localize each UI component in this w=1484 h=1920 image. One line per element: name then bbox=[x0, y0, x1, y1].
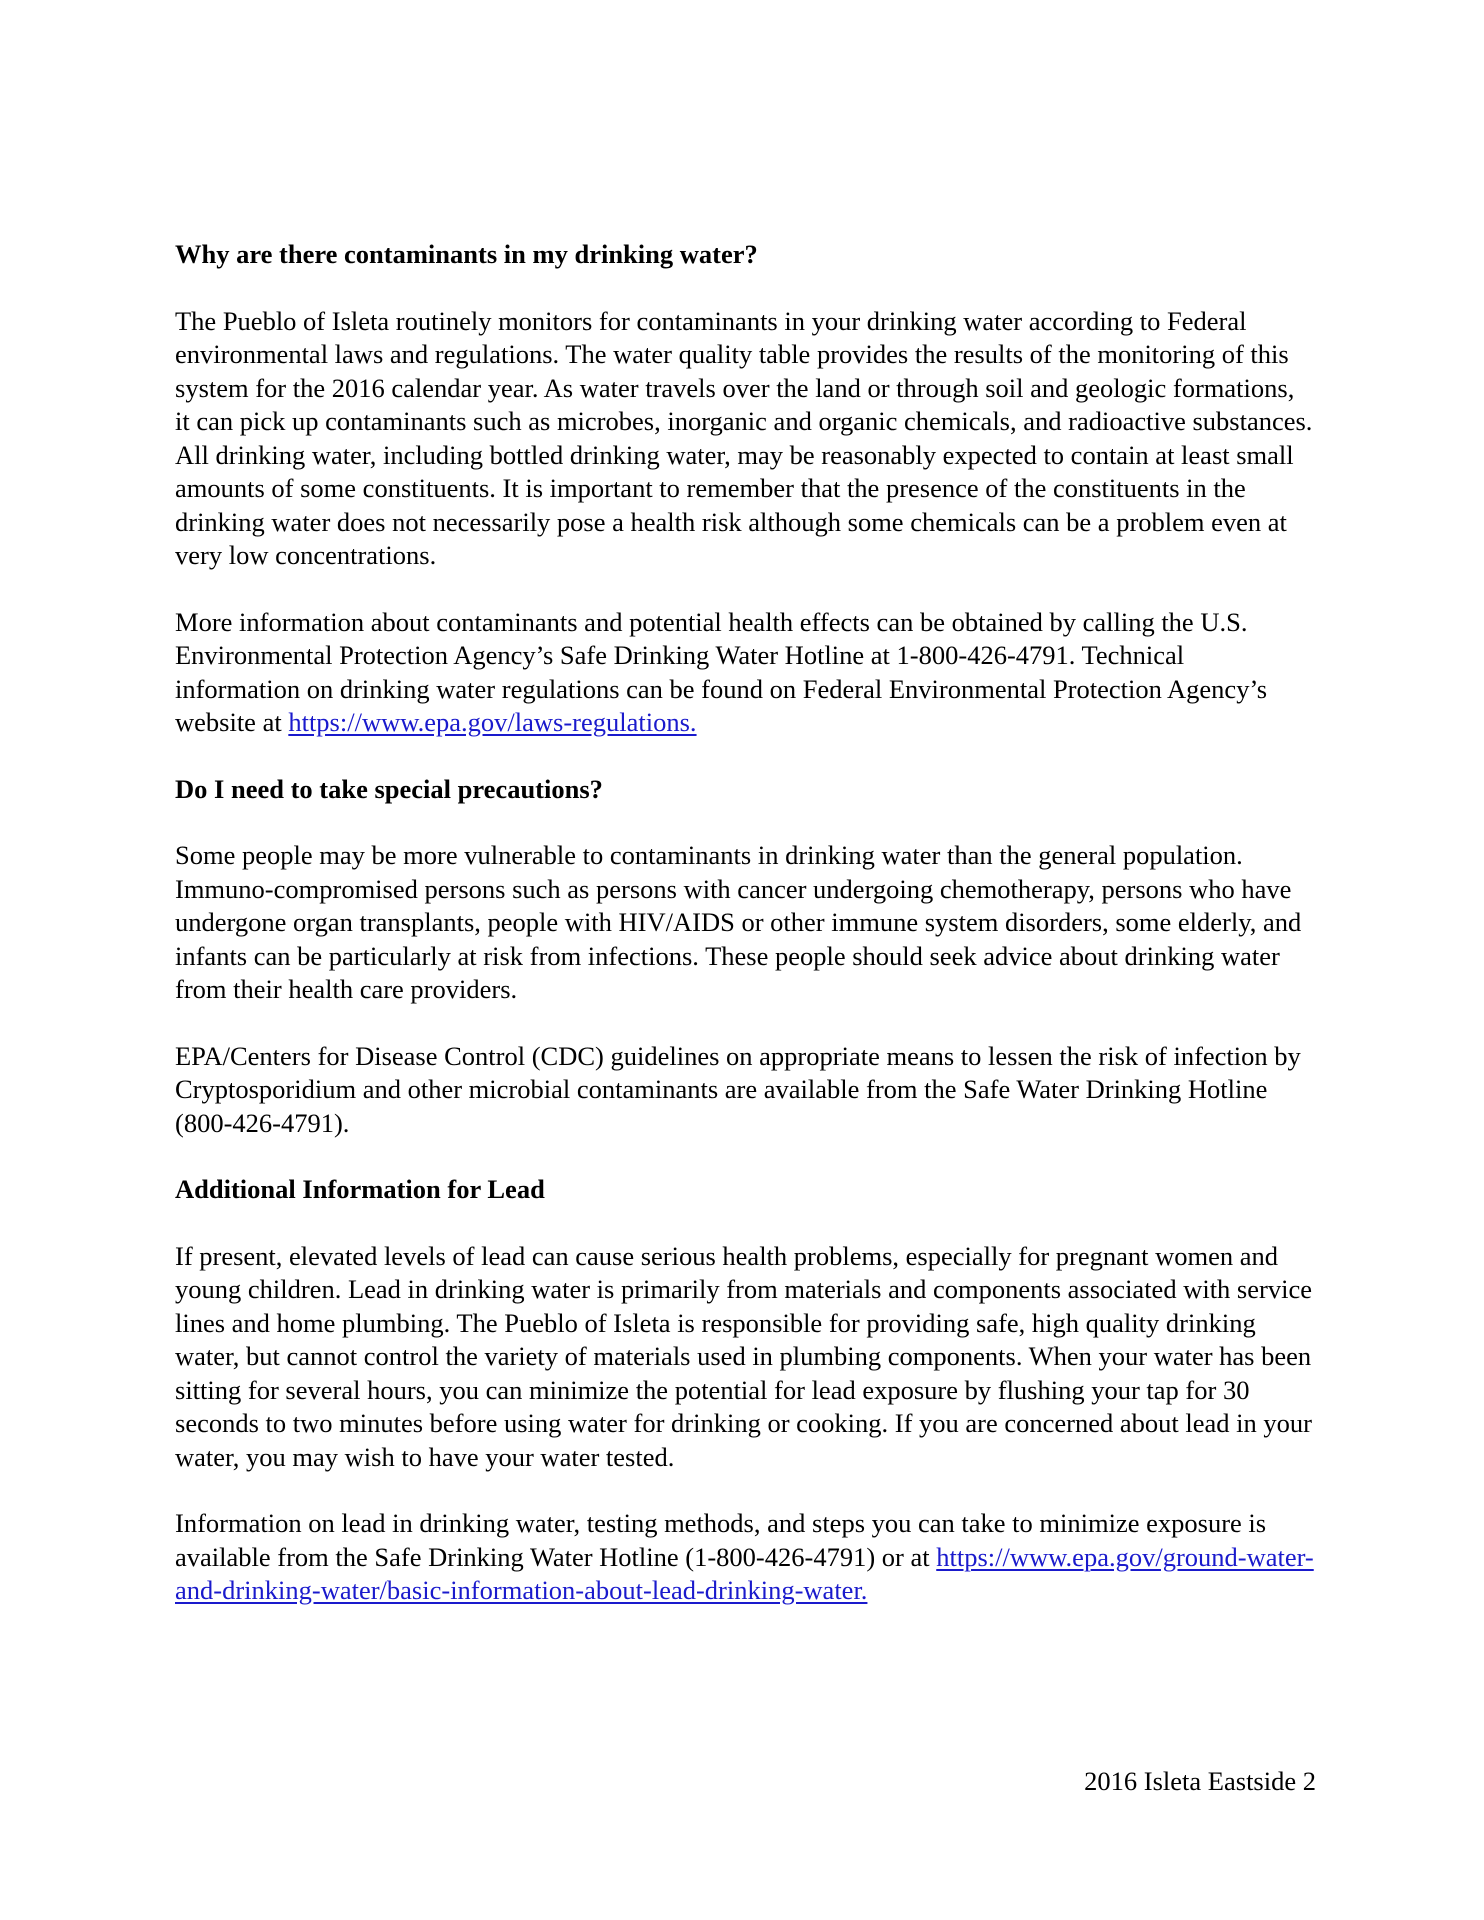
paragraph-vulnerable-people: Some people may be more vulnerable to contaminants in drinking water than the general population. Immuno-compromised persons such as persons with cancer undergoing chemotherapy, persons who have undergone organ transplants, people with HIV/AIDS or other immune system disorders, some elderly, and infants can be particularly at risk from infections. These people should seek advice about drinking water from their health care providers. bbox=[175, 840, 1302, 1004]
paragraph-epa-hotline-text: More information about contaminants and potential health effects can be obtained by calling the U.S. Environmental Protection Agency’s Safe Drinking Water Hotline at 1-800-426-4791. Technical information on drinking water regulations can be found on Federal Environmental Protection Agency’s website at bbox=[175, 606, 1268, 737]
document-body bbox=[175, 238, 1315, 1641]
section-heading-lead: Additional Information for Lead bbox=[175, 1174, 545, 1204]
section-heading-contaminants: Why are there contaminants in my drinking water? bbox=[175, 239, 758, 269]
paragraph-monitoring: The Pueblo of Isleta routinely monitors for contaminants in your drinking water according to Federal environmental laws and regulations. The water quality table provides the results of the monitoring of this system for the 2016 calendar year. As water travels over the land or through soil and geologic formations, it can pick up contaminants such as microbes, inorganic and organic chemicals, and radioactive substances. All drinking water, including bottled drinking water, may be reasonably expected to contain at least small amounts of some constituents. It is important to remember that the presence of the constituents in the drinking water does not necessarily pose a health risk although some chemicals can be a problem even at very low concentrations. bbox=[175, 305, 1313, 570]
paragraph-lead-health: If present, elevated levels of lead can cause serious health problems, especially for pregnant women and young children. Lead in drinking water is primarily from materials and components associated with service lines and home plumbing. The Pueblo of Isleta is responsible for providing safe, high quality drinking water, but cannot control the variety of materials used in plumbing components. When your water has been sitting for several hours, you can minimize the potential for lead exposure by flushing your tap for 30 seconds to two minutes before using water for drinking or cooking. If you are concerned about lead in your water, you may wish to have your water tested. bbox=[175, 1240, 1312, 1472]
epa-laws-regulations-link[interactable]: https://www.epa.gov/laws-regulations. bbox=[288, 707, 697, 737]
epa-lead-information-link[interactable]: https://www.epa.gov/ground-water-and-drinking-water/basic-information-about-lead-drinking-water. bbox=[175, 1541, 1314, 1605]
paragraph-lead-information-text: Information on lead in drinking water, testing methods, and steps you can take to minimize exposure is available from the Safe Drinking Water Hotline (1-800-426-4791) or at bbox=[175, 1508, 1267, 1572]
page-footer: 2016 Isleta Eastside 2 bbox=[1084, 1766, 1316, 1796]
paragraph-epa-hotline bbox=[175, 606, 1315, 740]
paragraph-lead-information bbox=[175, 1507, 1315, 1608]
section-heading-precautions: Do I need to take special precautions? bbox=[175, 773, 603, 804]
paragraph-cdc-guidelines: EPA/Centers for Disease Control (CDC) guidelines on appropriate means to lessen the risk of infection by Cryptosporidium and other microbial contaminants are available from the Safe Water Drinking Hotline (800-426-4791). bbox=[175, 1040, 1301, 1138]
